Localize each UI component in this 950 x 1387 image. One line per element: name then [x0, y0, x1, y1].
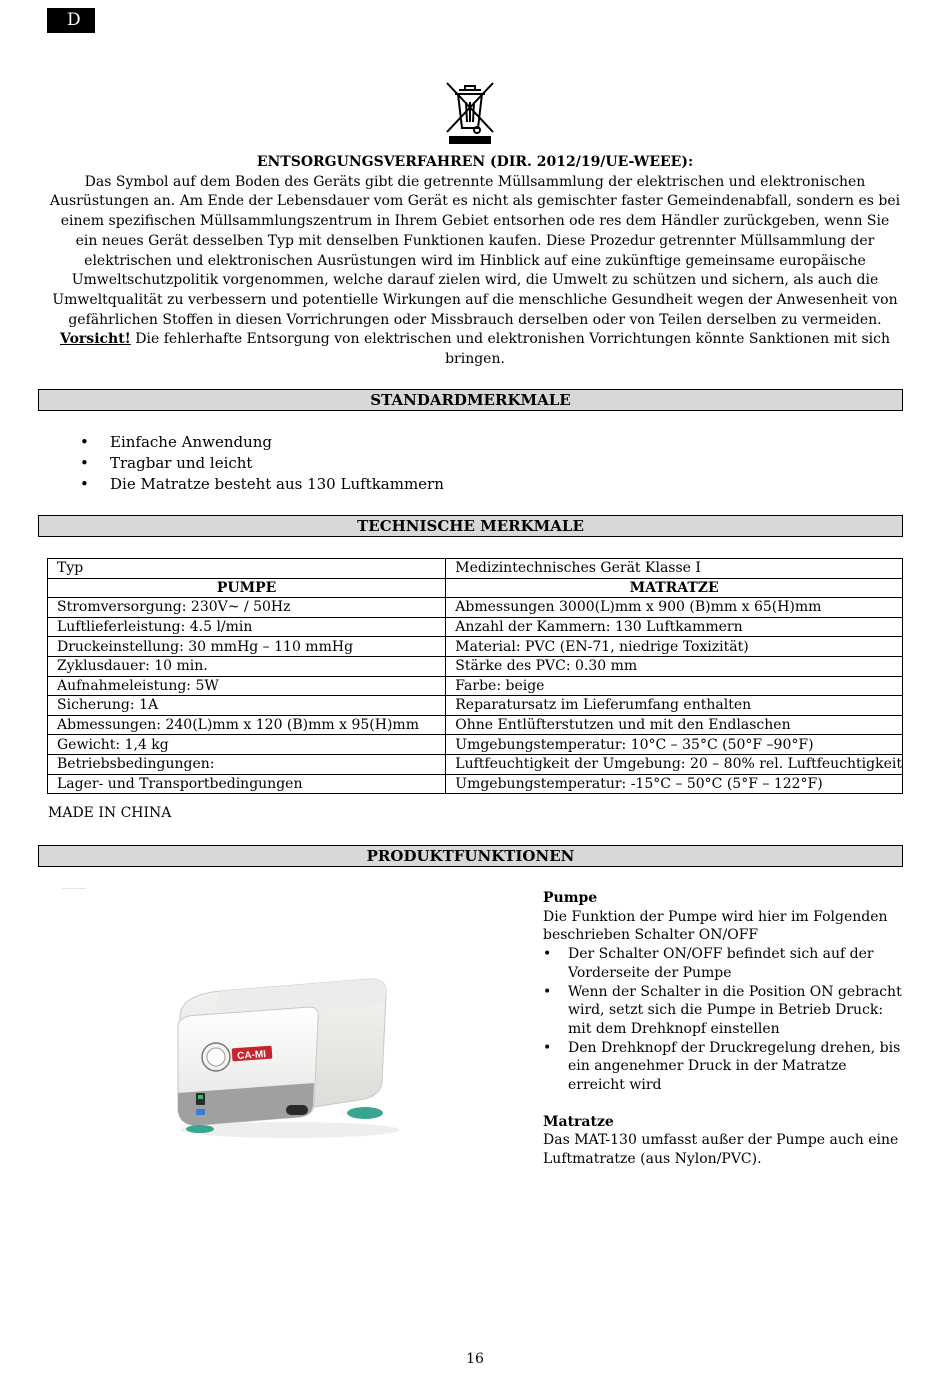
- bullet-icon: •: [80, 475, 89, 493]
- weee-bin-icon: [441, 80, 499, 146]
- bullet-icon: •: [543, 946, 552, 963]
- disposal-notice: [40, 153, 910, 370]
- pump-spec-cell: Druckeinstellung: 30 mmHg – 110 mmHg: [48, 637, 446, 657]
- table-row: [48, 696, 903, 716]
- list-item: • Wenn der Schalter in die Position ON gebracht wird, setzt sich die Pumpe in Betrieb Druck: mit dem Drehknopf einstellen: [543, 983, 902, 1037]
- pump-spec-cell: Betriebsbedingungen:: [48, 754, 446, 774]
- list-item: • Der Schalter ON/OFF befindet sich auf der Vorderseite der Pumpe: [543, 946, 874, 981]
- product-functions: [543, 889, 903, 1169]
- table-row: [48, 715, 903, 735]
- table-row: [48, 598, 903, 618]
- table-row: [48, 559, 903, 579]
- page-number: 16: [466, 1351, 484, 1367]
- bullet-icon: •: [80, 454, 89, 472]
- disposal-warning: [40, 330, 910, 350]
- divider: [62, 888, 86, 889]
- table-row: [48, 637, 903, 657]
- table-row: [48, 656, 903, 676]
- language-tab: D: [47, 8, 95, 33]
- pump-spec-cell: Gewicht: 1,4 kg: [48, 735, 446, 755]
- pump-spec-cell: Luftlieferleistung: 4.5 l/min: [48, 617, 446, 637]
- list-item: • Die Matratze besteht aus 130 Luftkammern: [80, 475, 444, 493]
- mattress-spec-cell: Luftfeuchtigkeit der Umgebung: 20 – 80% rel. Luftfeuchtigkeit: [446, 754, 903, 774]
- pump-product-image: [160, 965, 400, 1140]
- pump-function-list: [543, 945, 903, 1095]
- section-technical-features: TECHNISCHE MERKMALE: [38, 515, 903, 537]
- type-value: Medizintechnisches Gerät Klasse I: [446, 559, 903, 579]
- table-row: [48, 754, 903, 774]
- pump-title: Pumpe: [543, 890, 598, 906]
- disposal-line: Das Symbol auf dem Boden des Geräts gibt die getrennte Müllsammlung der elektrischen und elektronischen: [84, 173, 866, 190]
- pump-spec-cell: Stromversorgung: 230V~ / 50Hz: [48, 598, 446, 618]
- warning-text: Die fehlerhafte Entsorgung von elektrischen und elektronishen Vorrichtungen könnte Sanktionen mit sich: [130, 331, 890, 348]
- pump-spec-cell: Sicherung: 1A: [48, 696, 446, 716]
- list-item: • Tragbar und leicht: [80, 454, 253, 472]
- mattress-header: MATRATZE: [446, 578, 903, 598]
- table-row: [48, 735, 903, 755]
- disposal-line: gefährlichen Stoffen in diesen Vorrichrungen oder Missbrauch derselben oder von Teilen derselben zu vermeiden.: [68, 311, 882, 328]
- table-row: [48, 578, 903, 598]
- disposal-line: elektrischen und elektronischen Ausrüstungen wird im Hinblick auf eine zukünftige gemeinsame europäische: [84, 252, 866, 269]
- mattress-spec-cell: Reparatursatz im Lieferumfang enthalten: [446, 696, 903, 716]
- mattress-spec-cell: Ohne Entlüfterstutzen und mit den Endlaschen: [446, 715, 903, 735]
- pump-spec-cell: Zyklusdauer: 10 min.: [48, 656, 446, 676]
- list-item: • Den Drehknopf der Druckregelung drehen, bis ein angenehmer Druck in der Matratze erreicht wird: [543, 1039, 901, 1094]
- disposal-line: einem spezifischen Müllsammlungszentrum in Ihrem Gebiet entsorhen ode res dem Händler zurückgeben, wenn Sie: [60, 213, 890, 230]
- mattress-spec-cell: Stärke des PVC: 0.30 mm: [446, 656, 903, 676]
- disposal-line: Ausrüstungen an. Am Ende der Lebensdauer vom Gerät es nicht als gemischter faster Gemeindenabfall, sondern es bei: [49, 193, 901, 210]
- section-standard-features: STANDARDMERKMALE: [38, 389, 903, 411]
- mattress-spec-cell: Umgebungstemperatur: 10°C – 35°C (50°F –90°F): [446, 735, 903, 755]
- bullet-icon: •: [543, 1039, 552, 1056]
- pump-spec-cell: Lager- und Transportbedingungen: [48, 774, 446, 794]
- pump-intro: Die Funktion der Pumpe wird hier im Folgenden beschrieben Schalter ON/OFF: [543, 908, 888, 944]
- product-logo: CA-MI: [236, 1049, 267, 1063]
- bullet-icon: •: [543, 983, 552, 1000]
- warning-label: Vorsicht!: [60, 331, 131, 348]
- disposal-line: Umweltqualität zu verbessern und potentielle Wirkungen auf die menschliche Gesundheit wegen der Anwesenheit von: [52, 291, 898, 308]
- disposal-line: Umweltschutzpolitik vorgenommen, welche darauf zielen wird, die Umwelt zu schützen und sichern, als auch die: [71, 272, 879, 289]
- list-item: • Einfache Anwendung: [80, 433, 273, 451]
- disposal-line: ein neues Gerät desselben Typ mit denselben Funktionen kaufen. Diese Prozedur getrennter Müllsammlung der: [75, 232, 875, 249]
- section-product-functions: PRODUKTFUNKTIONEN: [38, 845, 903, 867]
- table-row: [48, 617, 903, 637]
- type-label: Typ: [48, 559, 446, 579]
- disposal-warning-end: bringen.: [445, 351, 505, 368]
- mattress-text: Das MAT-130 umfasst außer der Pumpe auch eine Luftmatratze (aus Nylon/PVC).: [543, 1132, 899, 1168]
- mattress-spec-cell: Umgebungstemperatur: -15°C – 50°C (5°F – 122°F): [446, 774, 903, 794]
- mattress-spec-cell: Anzahl der Kammern: 130 Luftkammern: [446, 617, 903, 637]
- bullet-icon: •: [80, 433, 89, 451]
- mattress-spec-cell: Farbe: beige: [446, 676, 903, 696]
- made-in-label: MADE IN CHINA: [48, 805, 172, 821]
- mattress-spec-cell: Abmessungen 3000(L)mm x 900 (B)mm x 65(H)mm: [446, 598, 903, 618]
- table-row: [48, 774, 903, 794]
- pump-spec-cell: Abmessungen: 240(L)mm x 120 (B)mm x 95(H)mm: [48, 715, 446, 735]
- mattress-title: Matratze: [543, 1113, 614, 1130]
- table-row: [48, 676, 903, 696]
- pump-header: PUMPE: [48, 578, 446, 598]
- disposal-heading: ENTSORGUNGSVERFAHREN (DIR. 2012/19/UE-WEEE):: [256, 154, 694, 170]
- spec-table: [47, 558, 903, 794]
- feature-list: [78, 432, 444, 495]
- mattress-spec-cell: Material: PVC (EN-71, niedrige Toxizität): [446, 637, 903, 657]
- pump-spec-cell: Aufnahmeleistung: 5W: [48, 676, 446, 696]
